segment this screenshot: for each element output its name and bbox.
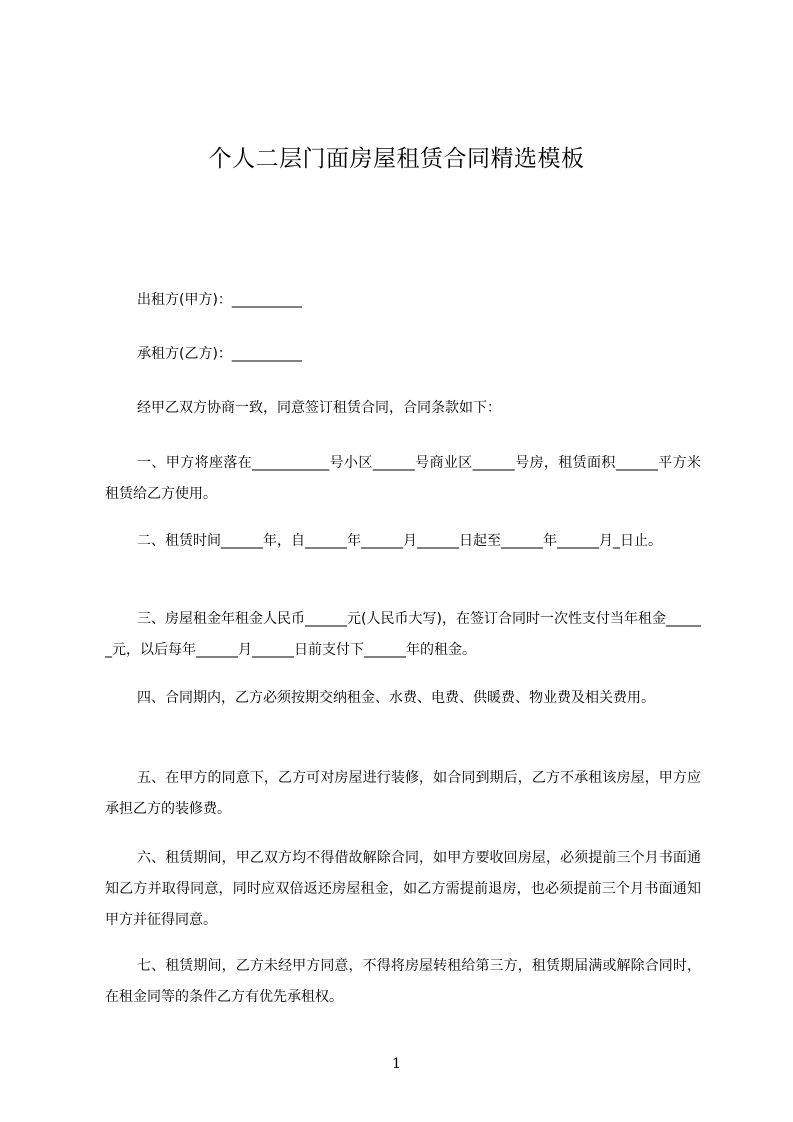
clause-6-paragraph: 六、租赁期间，甲乙双方均不得借故解除合同，如甲方要收回房屋，必须提前三个月书面通知乙方并取得同意，同时应双倍返还房屋租金，如乙方需提前退房，也必须提前三个月书面通知甲方并征得同意。 bbox=[105, 850, 701, 928]
lessee-line: 承租方(乙方)：__________ bbox=[137, 346, 302, 362]
clause-5-paragraph: 五、在甲方的同意下，乙方可对房屋进行装修，如合同到期后，乙方不承租该房屋，甲方应承担乙方的装修费。 bbox=[105, 770, 701, 817]
clause-4-paragraph: 四、合同期内，乙方必须按期交纳租金、水费、电费、供暖费、物业费及相关费用。 bbox=[137, 690, 655, 706]
clause-2-paragraph: 二、租赁时间______年，自______年______月______日起至______年______月_日止。 bbox=[137, 533, 662, 549]
document-title: 个人二层门面房屋租赁合同精选模板 bbox=[208, 146, 585, 172]
lessor-line: 出租方(甲方)：__________ bbox=[137, 292, 302, 308]
page-number: 1 bbox=[392, 1056, 401, 1072]
clause-1-paragraph: 一、甲方将座落在___________号小区______号商业区______号房，租赁面积______平方米租赁给乙方使用。 bbox=[105, 455, 701, 502]
clause-3-paragraph: 三、房屋租金年租金人民币______元(人民币大写)，在签订合同时一次性支付当年租金______元，以后每年______月______日前支付下______年的租金。 bbox=[105, 611, 701, 658]
clause-7-paragraph: 七、租赁期间，乙方未经甲方同意，不得将房屋转租给第三方，租赁期届满或解除合同时，在租金同等的条件乙方有优先承租权。 bbox=[105, 958, 701, 1005]
intro-paragraph: 经甲乙双方协商一致，同意签订租赁合同，合同条款如下： bbox=[137, 400, 501, 416]
